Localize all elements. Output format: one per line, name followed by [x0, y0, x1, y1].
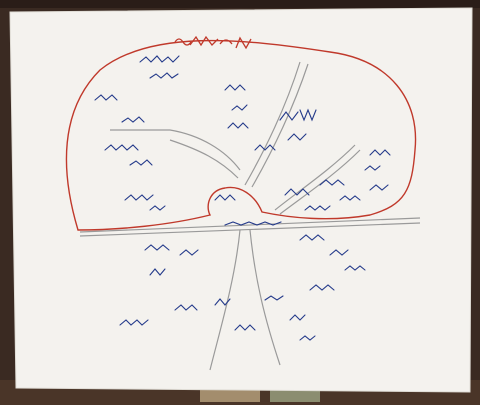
paper-sheet: [10, 8, 472, 392]
